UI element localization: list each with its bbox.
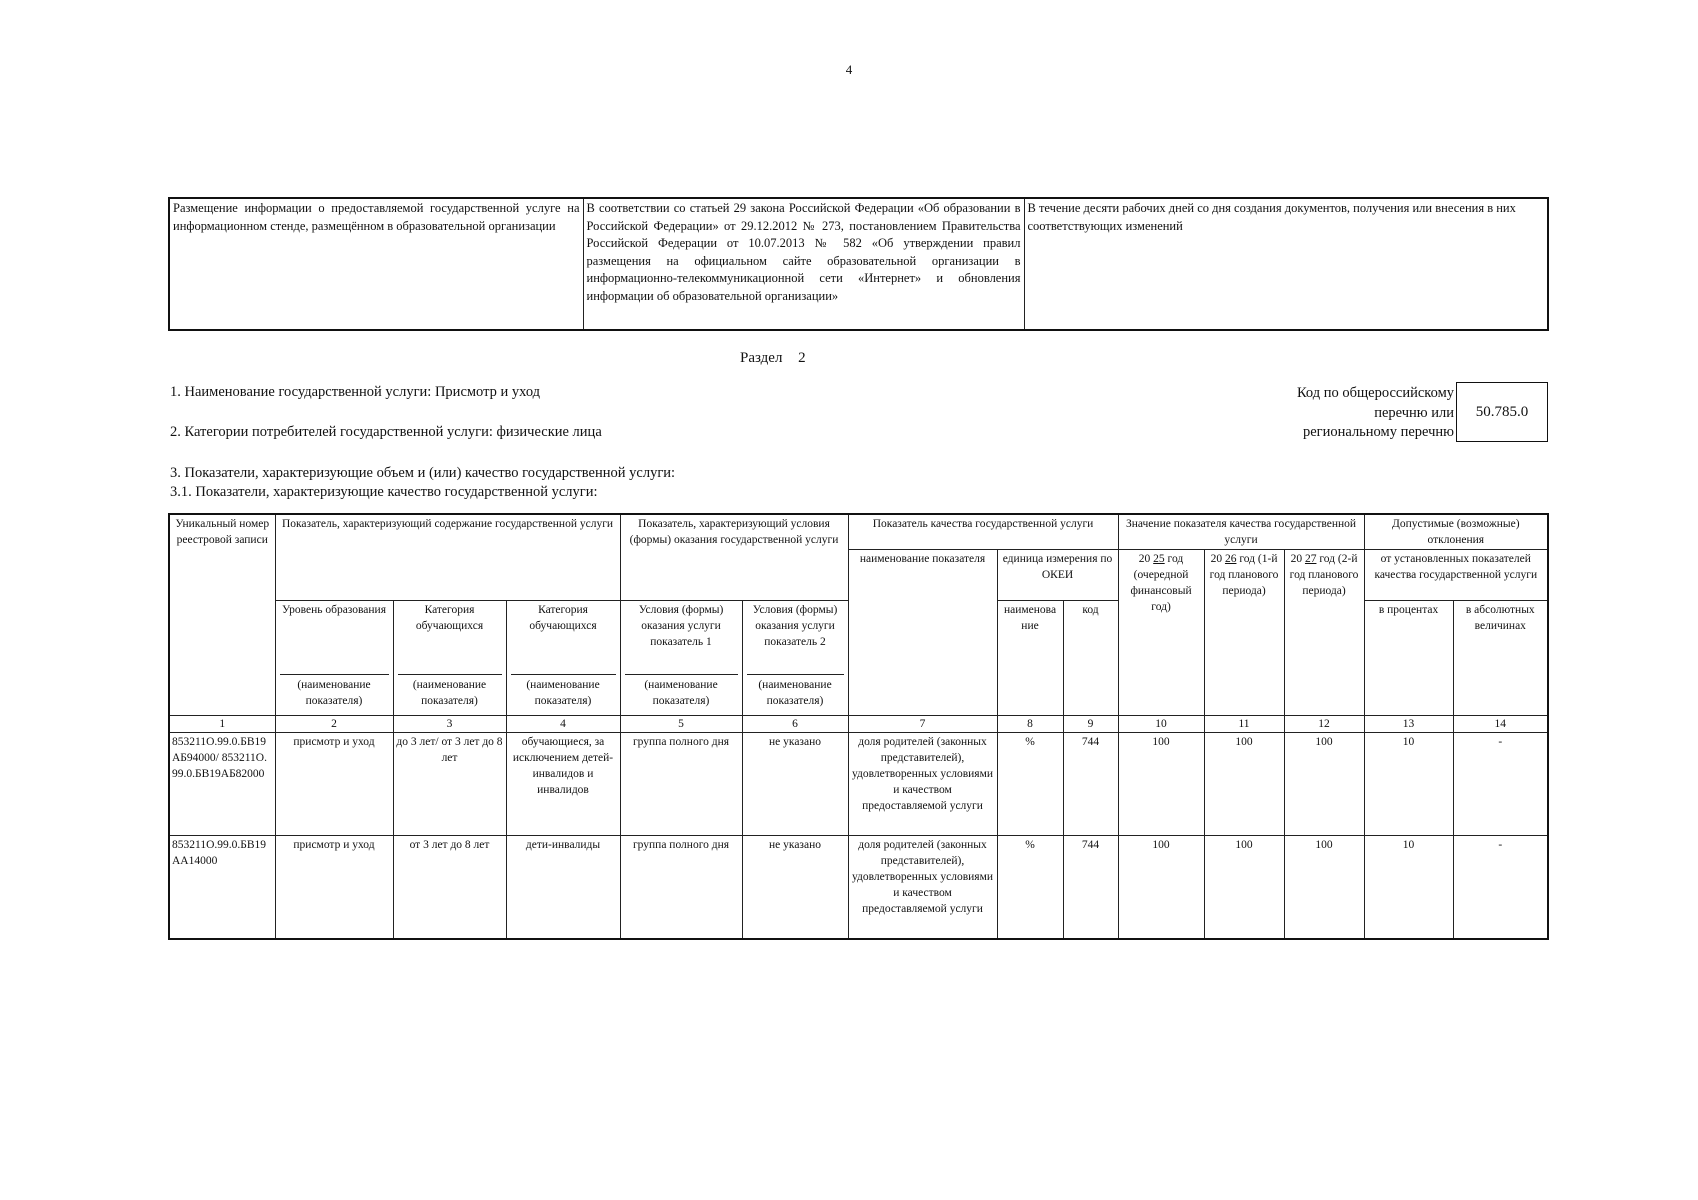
header-year-3: 20 27 год (2-й год планового периода)	[1284, 550, 1364, 716]
row-level: присмотр и уход	[275, 733, 393, 836]
row-condition-1: группа полного дня	[620, 733, 742, 836]
row-level: присмотр и уход	[275, 836, 393, 940]
row-value-2: 100	[1204, 836, 1284, 940]
row-value-3: 100	[1284, 836, 1364, 940]
consumer-categories: 2. Категории потребителей государственной услуги: физические лица	[170, 424, 602, 440]
column-number: 4	[506, 716, 620, 733]
row-condition-2: не указано	[742, 733, 848, 836]
column-number-row	[169, 716, 1548, 733]
header-indicator-name: наименование показателя	[848, 550, 997, 716]
registry-code-label: Код по общероссийскому перечню или региональному перечню	[1296, 385, 1454, 440]
row-condition-2: не указано	[742, 836, 848, 940]
indicators-title: 3. Показатели, характеризующие объем и (или) качество государственной услуги:	[170, 465, 676, 481]
header-condition-1: Условия (формы) оказания услуги показатель 1 (наименование показателя)	[620, 601, 742, 716]
table-row	[169, 836, 1548, 940]
row-unit: %	[997, 733, 1063, 836]
column-number: 11	[1204, 716, 1284, 733]
page-number: 4	[845, 62, 853, 77]
header-category-1: Категория обучающихся (наименование показателя)	[393, 601, 506, 716]
section-title: Раздел 2	[740, 350, 806, 366]
row-unit-code: 744	[1063, 836, 1118, 940]
header-level: Уровень образования (наименование показателя)	[275, 601, 393, 716]
row-category-1: от 3 лет до 8 лет	[393, 836, 506, 940]
header-deviation: Допустимые (возможные) отклонения	[1364, 514, 1548, 550]
quality-indicators-table	[168, 513, 1549, 940]
row-category-1: до 3 лет/ от 3 лет до 8 лет	[393, 733, 506, 836]
header-quality-indicator: Показатель качества государственной услуги	[848, 514, 1118, 550]
column-number: 2	[275, 716, 393, 733]
row-value-2: 100	[1204, 733, 1284, 836]
row-value-1: 100	[1118, 836, 1204, 940]
quality-indicators-title: 3.1. Показатели, характеризующие качество государственной услуги:	[170, 484, 598, 500]
info-placement-table	[168, 197, 1549, 331]
info-method: Размещение информации о предоставляемой государственной услуге на информационном стенде, размещённом в образовательной организации	[169, 198, 583, 330]
header-content-indicator: Показатель, характеризующий содержание государственной услуги	[275, 514, 620, 601]
header-condition-2: Условия (формы) оказания услуги показатель 2 (наименование показателя)	[742, 601, 848, 716]
table-row	[169, 198, 1548, 330]
service-name: 1. Наименование государственной услуги: Присмотр и уход	[170, 384, 541, 400]
row-deviation-percent: 10	[1364, 733, 1453, 836]
row-deviation-absolute: -	[1453, 836, 1548, 940]
row-indicator: доля родителей (законных представителей), удовлетворенных условиями и качеством предоставляемой услуги	[848, 733, 997, 836]
row-category-2: дети-инвалиды	[506, 836, 620, 940]
row-code: 853211О.99.0.БВ19АБ94000/ 853211О.99.0.БВ19АБ82000	[169, 733, 275, 836]
header-quality-value: Значение показателя качества государственной услуги	[1118, 514, 1364, 550]
column-number: 12	[1284, 716, 1364, 733]
row-value-1: 100	[1118, 733, 1204, 836]
header-row-1	[169, 514, 1548, 550]
header-absolute: в абсолютных величинах	[1453, 601, 1548, 716]
column-number: 14	[1453, 716, 1548, 733]
header-category-2: Категория обучающихся (наименование показателя)	[506, 601, 620, 716]
row-category-2: обучающиеся, за исключением детей-инвалидов и инвалидов	[506, 733, 620, 836]
column-number: 1	[169, 716, 275, 733]
column-number: 3	[393, 716, 506, 733]
column-number: 13	[1364, 716, 1453, 733]
column-number: 8	[997, 716, 1063, 733]
column-number: 6	[742, 716, 848, 733]
row-condition-1: группа полного дня	[620, 836, 742, 940]
header-percent: в процентах	[1364, 601, 1453, 716]
row-unit: %	[997, 836, 1063, 940]
header-deviation-sub: от установленных показателей качества государственной услуги	[1364, 550, 1548, 601]
header-unit-code: код	[1063, 601, 1118, 716]
registry-code-value: 50.785.0	[1456, 382, 1548, 442]
table-row	[169, 733, 1548, 836]
info-frequency: В течение десяти рабочих дней со дня создания документов, получения или внесения в них соответствующих изменений	[1024, 198, 1548, 330]
column-number: 10	[1118, 716, 1204, 733]
header-unique-number: Уникальный номер реестровой записи	[169, 514, 275, 716]
row-value-3: 100	[1284, 733, 1364, 836]
row-code: 853211О.99.0.БВ19АА14000	[169, 836, 275, 940]
header-year-2: 20 26 год (1-й год планового периода)	[1204, 550, 1284, 716]
row-deviation-absolute: -	[1453, 733, 1548, 836]
header-conditions-indicator: Показатель, характеризующий условия (формы) оказания государственной услуги	[620, 514, 848, 601]
header-year-1: 20 25 год (очередной финансовый год)	[1118, 550, 1204, 716]
row-deviation-percent: 10	[1364, 836, 1453, 940]
header-unit-name: наименова ние	[997, 601, 1063, 716]
column-number: 9	[1063, 716, 1118, 733]
header-unit: единица измерения по ОКЕИ	[997, 550, 1118, 601]
row-unit-code: 744	[1063, 733, 1118, 836]
column-number: 5	[620, 716, 742, 733]
info-content: В соответствии со статьей 29 закона Российской Федерации «Об образовании в Российской Федерации» от 29.12.2012 № 273, постановлением Правительства Российской Федерации от 10.07.2013 № 582 «Об утверждении правил размещения на официальном сайте образовательной организации в информационно-телекоммуникационной сети «Интернет» и обновления информации об образовательной организации»	[583, 198, 1024, 330]
row-indicator: доля родителей (законных представителей), удовлетворенных условиями и качеством предоставляемой услуги	[848, 836, 997, 940]
column-number: 7	[848, 716, 997, 733]
